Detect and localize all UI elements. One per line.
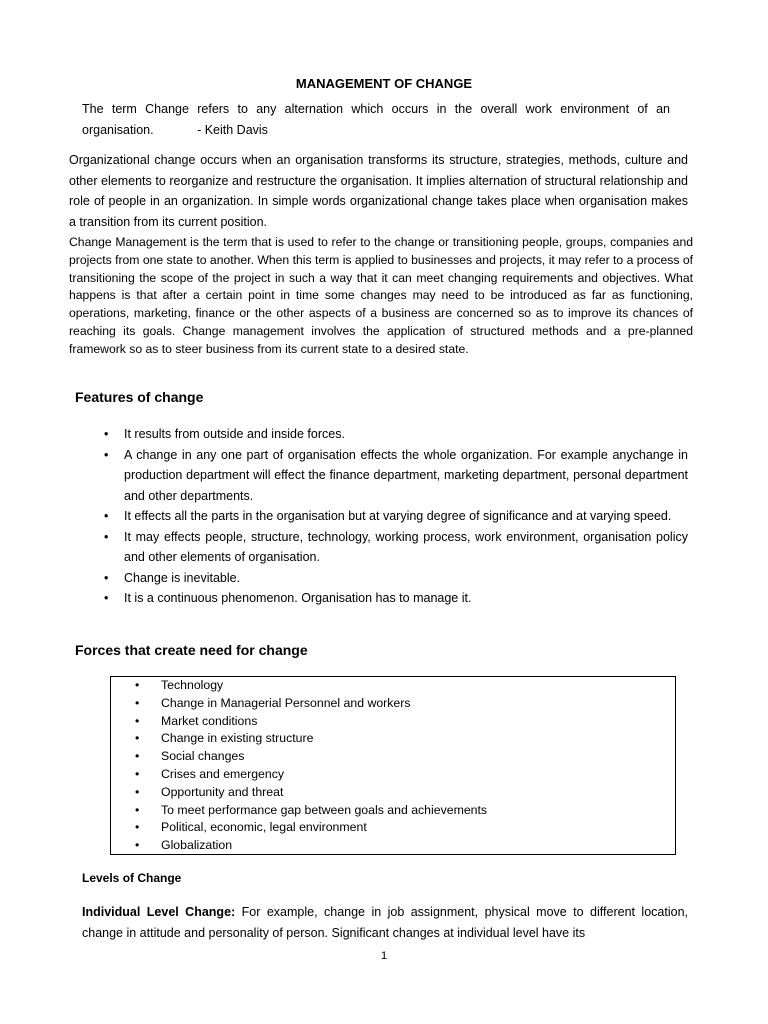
features-heading: Features of change: [75, 389, 204, 405]
bullet-icon: •: [135, 784, 140, 799]
forces-list: [135, 677, 487, 855]
bullet-icon: •: [104, 427, 109, 441]
levels-heading: Levels of Change: [82, 871, 182, 885]
list-item: • It results from outside and inside forces.: [104, 424, 688, 445]
document-title: MANAGEMENT OF CHANGE: [295, 76, 473, 91]
bullet-icon: •: [135, 731, 140, 746]
bullet-icon: •: [135, 695, 140, 710]
list-item: • Crises and emergency: [135, 766, 487, 784]
page-number: 1: [380, 950, 388, 962]
list-item: • It effects all the parts in the organisation but at varying degree of significance and at varying speed.: [104, 506, 688, 527]
bullet-icon: •: [135, 802, 140, 817]
bullet-icon: •: [104, 570, 109, 585]
definition-quote: [82, 99, 670, 141]
individual-level-text: For example, change in job assignment, physical move to different location, change in attitude and personality of person. Significant changes at individual level have its: [82, 905, 688, 940]
bullet-icon: •: [135, 678, 140, 692]
list-item: • It is a continuous phenomenon. Organisation has to manage it.: [104, 588, 688, 609]
list-item: • Political, economic, legal environment: [135, 819, 487, 837]
list-item: • Globalization: [135, 837, 487, 855]
individual-level-paragraph: [82, 902, 688, 944]
bullet-icon: •: [135, 838, 140, 853]
individual-level-label: Individual Level Change:: [82, 905, 236, 919]
bullet-icon: •: [135, 713, 140, 728]
forces-heading: Forces that create need for change: [75, 642, 308, 658]
list-item: • Change in Managerial Personnel and workers: [135, 695, 487, 713]
bullet-icon: •: [104, 509, 109, 523]
bullet-icon: •: [104, 591, 109, 605]
paragraph-organizational-change: Organizational change occurs when an organisation transforms its structure, strategies, methods, culture and other elements to reorganize and restructure the organisation. It implies alternation of structural relationship and role of people in an organization. In simple words organizational change takes place when organisation makes a transition from its current position.: [69, 153, 688, 229]
quote-author: - Keith Davis: [197, 123, 268, 137]
list-item: • Change is inevitable.: [104, 568, 688, 589]
list-item: • Market conditions: [135, 713, 487, 731]
list-item: • To meet performance gap between goals and achievements: [135, 802, 487, 820]
list-item: • Technology: [135, 677, 487, 695]
bullet-icon: •: [104, 447, 109, 462]
features-list: [104, 424, 688, 609]
list-item: • It may effects people, structure, technology, working process, work environment, organisation policy and other elements of organisation.: [104, 527, 688, 568]
bullet-icon: •: [135, 749, 140, 764]
list-item: • Social changes: [135, 748, 487, 766]
bullet-icon: •: [135, 820, 140, 835]
list-item: • Opportunity and threat: [135, 784, 487, 802]
quote-text: The term Change refers to any alternation which occurs in the overall work environment of an organisation.: [82, 102, 670, 137]
bullet-icon: •: [135, 766, 140, 781]
list-item: • A change in any one part of organisation effects the whole organization. For example anychange in production department will effect the finance department, marketing department, personal department and other departments.: [104, 445, 688, 507]
bullet-icon: •: [104, 529, 109, 544]
list-item: • Change in existing structure: [135, 730, 487, 748]
forces-box: [110, 676, 676, 855]
paragraph-change-management: Change Management is the term that is used to refer to the change or transitioning people, groups, companies and projects from one state to another. When this term is applied to businesses and projects, it may refer to a process of transitioning the scope of the project in such a way that it can meet changing requirements and objectives. What happens is that after a certain point in time some changes may need to be introduced as far as functioning, operations, marketing, finance or the other aspects of a business are concerned so as to improve its chances of reaching its goals. Change management involves the application of structured methods and a pre-planned framework so as to steer business from its current state to a desired state.: [69, 235, 693, 356]
